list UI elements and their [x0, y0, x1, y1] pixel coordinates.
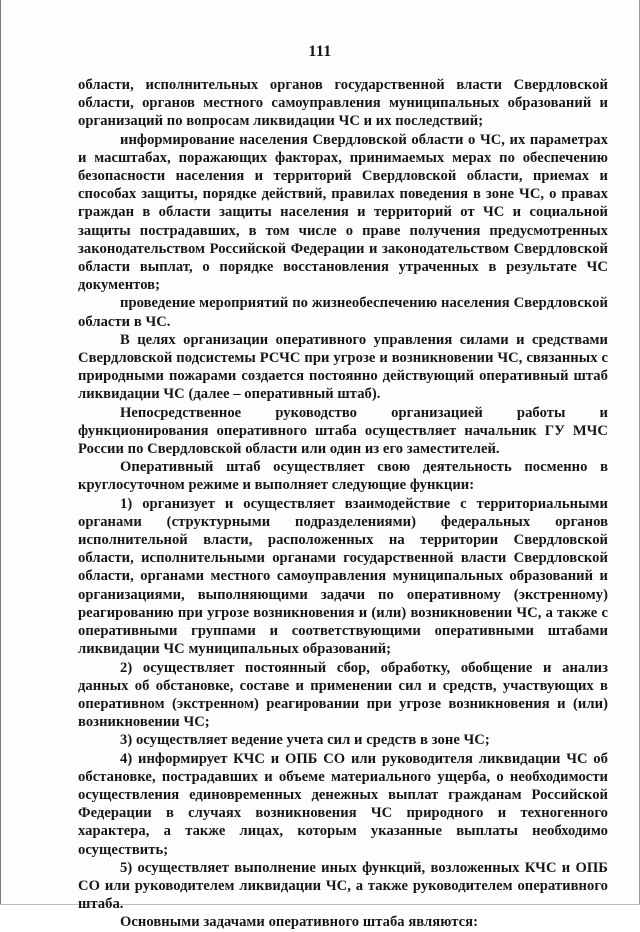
page-edge-left [0, 0, 1, 905]
page-number: 111 [308, 43, 332, 60]
paragraph: области, исполнительных органов государственной власти Свердловской области, органов местного самоуправления муниципальных образований и организаций по вопросам ликвидации ЧС и их последствий; [78, 77, 608, 130]
paragraph: В целях организации оперативного управления силами и средствами Свердловской подсистемы РСЧС при угрозе и возникновении ЧС, связанных с природными пожарами создается постоянно действующий оперативный штаб ликвидации ЧС (далее – оперативный штаб). [78, 331, 608, 403]
document-body [78, 76, 608, 932]
paragraph: информирование населения Свердловской области о ЧС, их параметрах и масштабах, поражающих факторах, принимаемых мерах по обеспечению безопасности населения и территорий Свердловской области, приемах и способах защиты, порядке действий, правилах поведения в зоне ЧС, о правах граждан в области защиты населения и территорий от ЧС и социальной защиты пострадавших, в том числе о праве получения предусмотренных законодательством Российской Федерации и законодательством Свердловской области выплат, о порядке восстановления утраченных в результате ЧС документов; [78, 131, 608, 294]
paragraph: Непосредственное руководство организацией работы и функционирования оперативного штаба осуществляет начальник ГУ МЧС России по Свердловской области или один из его заместителей. [78, 404, 608, 458]
paragraph: Оперативный штаб осуществляет свою деятельность посменно в круглосуточном режиме и выполняет следующие функции: [78, 459, 608, 494]
list-item: 4) информирует КЧС и ОПБ СО или руководителя ликвидации ЧС об обстановке, пострадавших и объеме материального ущерба, о необходимости осуществления единовременных денежных выплат гражданам Российской Федерации в случаях возникновения ЧС природного и техногенного характера, а также лицах, которым указанные выплаты необходимо осуществить; [78, 750, 608, 858]
paragraph: проведение мероприятий по жизнеобеспечению населения Свердловской области в ЧС. [78, 295, 608, 330]
list-item: 1) организует и осуществляет взаимодействие с территориальными органами (структурными подразделениями) федеральных органов исполнительной власти, расположенных на территории Свердловской области, исполнительными органами государственной власти Свердловской области, органами местного самоуправления муниципальных образований и организациями, выполняющими задачи по оперативному (экстренному) реагированию при угрозе возникновения и (или) возникновении ЧС, а также с оперативными группами и соответствующими оперативными штабами ликвидации ЧС муниципальных образований; [78, 495, 608, 658]
list-item: 5) осуществляет выполнение иных функций, возложенных КЧС и ОПБ СО или руководителем ликвидации ЧС, а также руководителем оперативного штаба. [78, 859, 608, 913]
list-item: 2) осуществляет постоянный сбор, обработку, обобщение и анализ данных об обстановке, составе и применении сил и средств, участвующих в оперативном (экстренном) реагировании при угрозе возникновения и (или) возникновении ЧС; [78, 659, 608, 731]
paragraph: Основными задачами оперативного штаба являются: [120, 914, 478, 931]
list-item: 3) осуществляет ведение учета сил и средств в зоне ЧС; [120, 732, 490, 749]
